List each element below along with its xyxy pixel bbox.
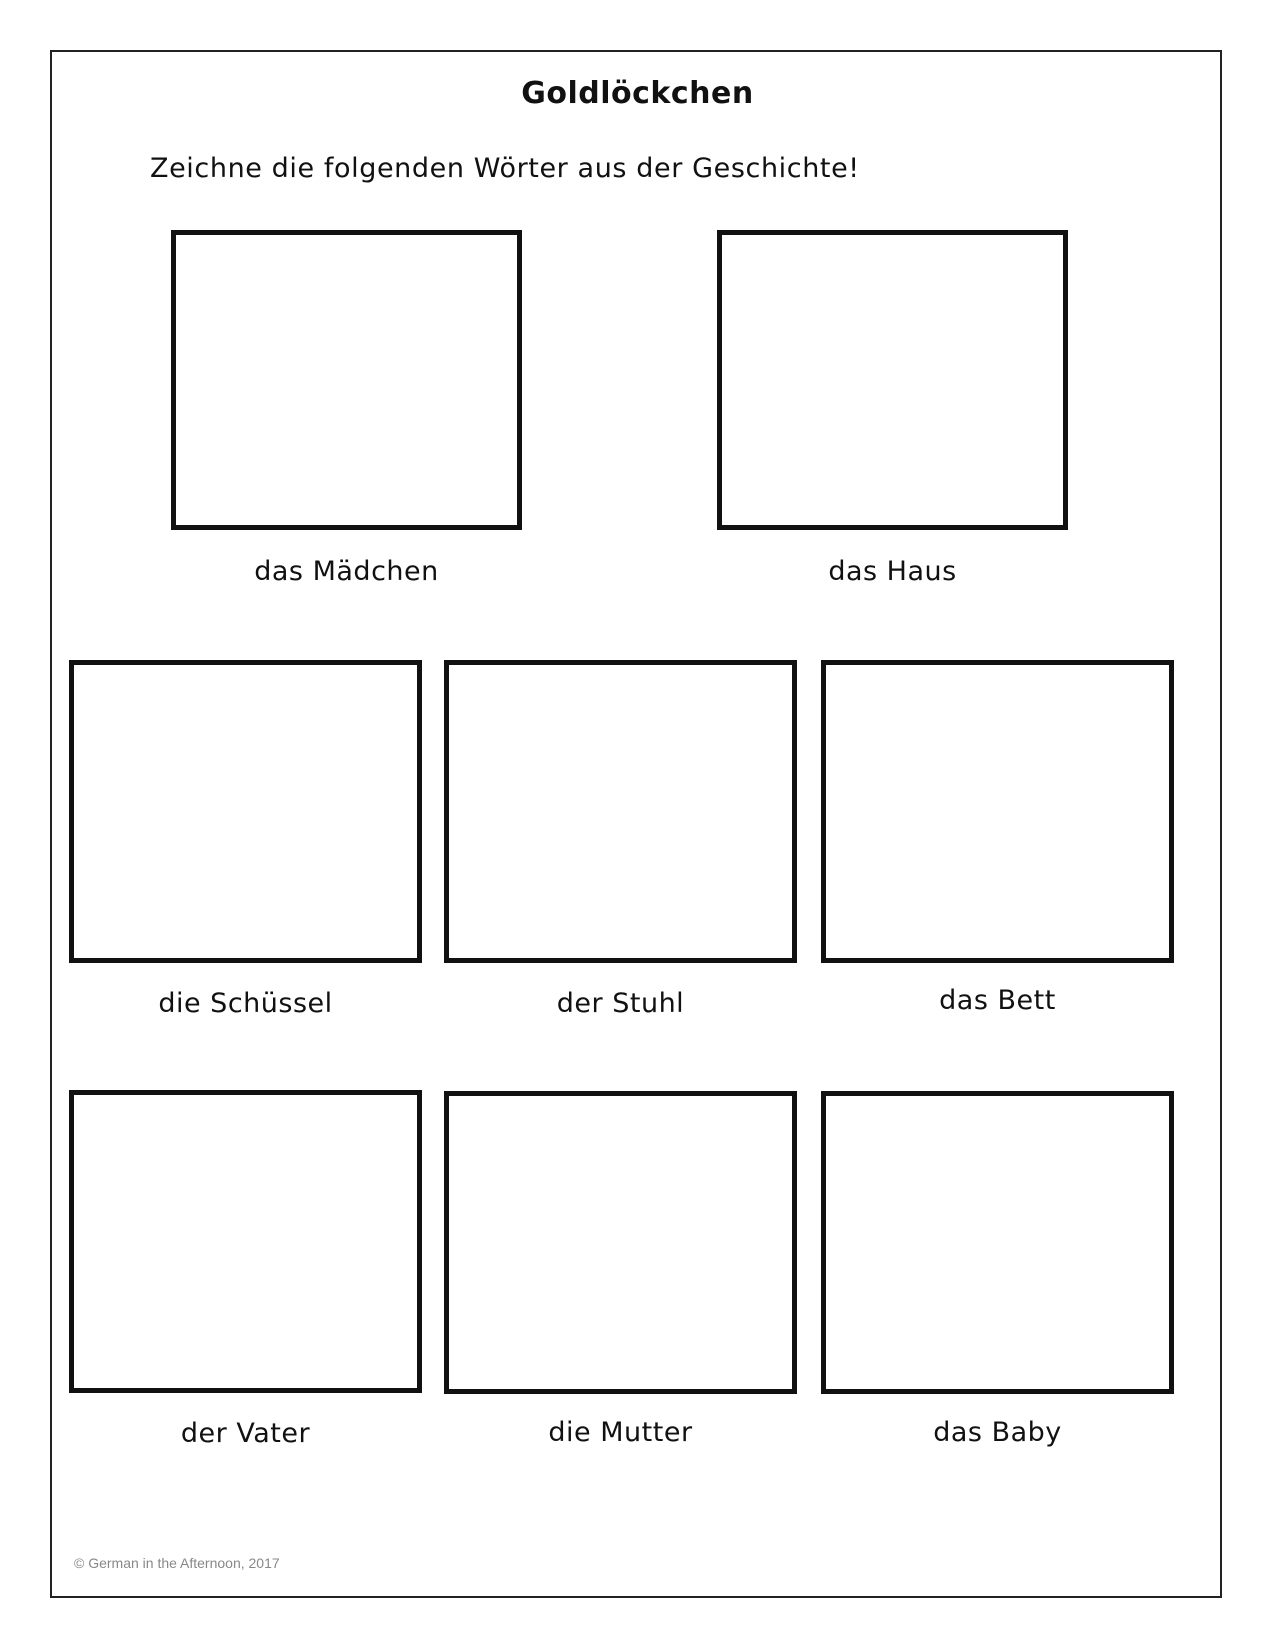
- item-label-baby: das Baby: [933, 1417, 1062, 1448]
- worksheet-title: Goldlöckchen: [521, 76, 754, 111]
- item-label-mutter: die Mutter: [548, 1417, 693, 1448]
- drawing-box-bett[interactable]: [821, 660, 1174, 963]
- drawing-box-maedchen[interactable]: [171, 230, 522, 530]
- copyright-footer: © German in the Afternoon, 2017: [74, 1555, 280, 1571]
- drawing-box-stuhl[interactable]: [444, 660, 797, 963]
- drawing-box-vater[interactable]: [69, 1090, 422, 1393]
- item-label-bett: das Bett: [939, 985, 1056, 1016]
- drawing-box-schuessel[interactable]: [69, 660, 422, 963]
- drawing-box-baby[interactable]: [821, 1091, 1174, 1394]
- item-label-vater: der Vater: [180, 1418, 311, 1449]
- item-label-haus: das Haus: [828, 556, 957, 587]
- item-label-maedchen: das Mädchen: [254, 556, 439, 587]
- instruction-text: Zeichne die folgenden Wörter aus der Geschichte!: [150, 153, 860, 184]
- item-label-schuessel: die Schüssel: [158, 988, 333, 1019]
- item-label-stuhl: der Stuhl: [556, 988, 685, 1019]
- drawing-box-haus[interactable]: [717, 230, 1068, 530]
- drawing-box-mutter[interactable]: [444, 1091, 797, 1394]
